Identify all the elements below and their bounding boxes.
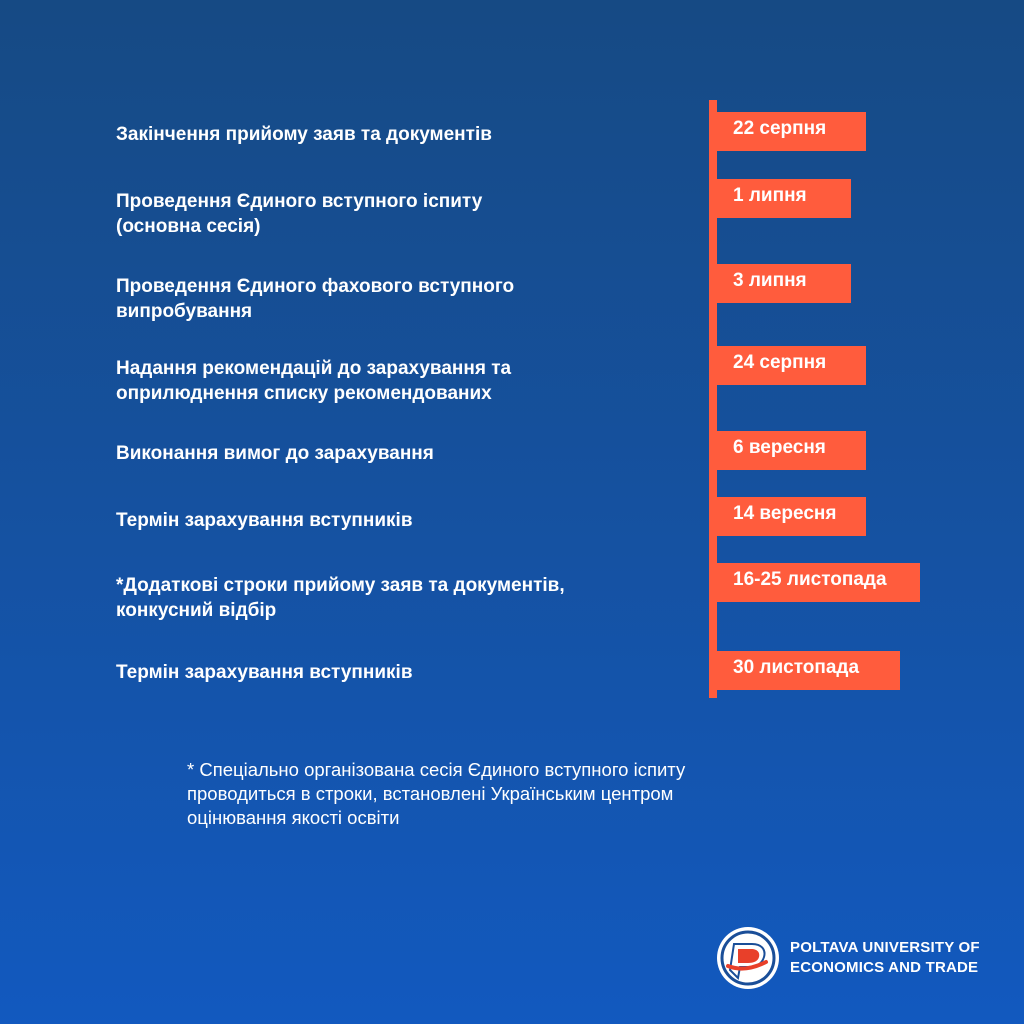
timeline-label: Надання рекомендацій до зарахування та оприлюднення списку рекомендованих (116, 358, 512, 404)
timeline-label: Проведення Єдиного фахового вступного випробування (116, 276, 515, 322)
date-badge: 3 липня (713, 264, 851, 303)
footnote (187, 758, 807, 830)
timeline-label: Закінчення прийому заяв та документів (116, 124, 492, 145)
timeline-label: *Додаткові строки прийому заяв та документів, конкусний відбір (116, 575, 565, 621)
brand-name-line: ECONOMICS AND TRADE (790, 959, 979, 976)
footnote-line: проводиться в строки, встановлені Українським центром (187, 783, 674, 804)
date-badge: 14 вересня (713, 497, 866, 536)
footnote-line: оцінювання якості освіти (187, 807, 400, 828)
date-badge: 16-25 листопада (713, 563, 920, 602)
university-logo-icon (716, 926, 780, 990)
brand-name-line: POLTAVA UNIVERSITY OF (790, 939, 980, 956)
footnote-line: * Спеціально організована сесія Єдиного вступного іспиту (187, 759, 686, 780)
timeline-label: Термін зарахування вступників (116, 510, 413, 531)
date-badge: 30 листопада (713, 651, 900, 690)
date-badge: 22 серпня (713, 112, 866, 151)
brand-name (790, 938, 980, 978)
date-badge: 24 серпня (713, 346, 866, 385)
timeline-label: Термін зарахування вступників (116, 662, 413, 683)
date-badge: 1 липня (713, 179, 851, 218)
timeline-label: Виконання вимог до зарахування (116, 443, 434, 464)
brand (716, 926, 980, 990)
timeline-label: Проведення Єдиного вступного іспиту (основна сесія) (116, 191, 483, 237)
date-badge: 6 вересня (713, 431, 866, 470)
